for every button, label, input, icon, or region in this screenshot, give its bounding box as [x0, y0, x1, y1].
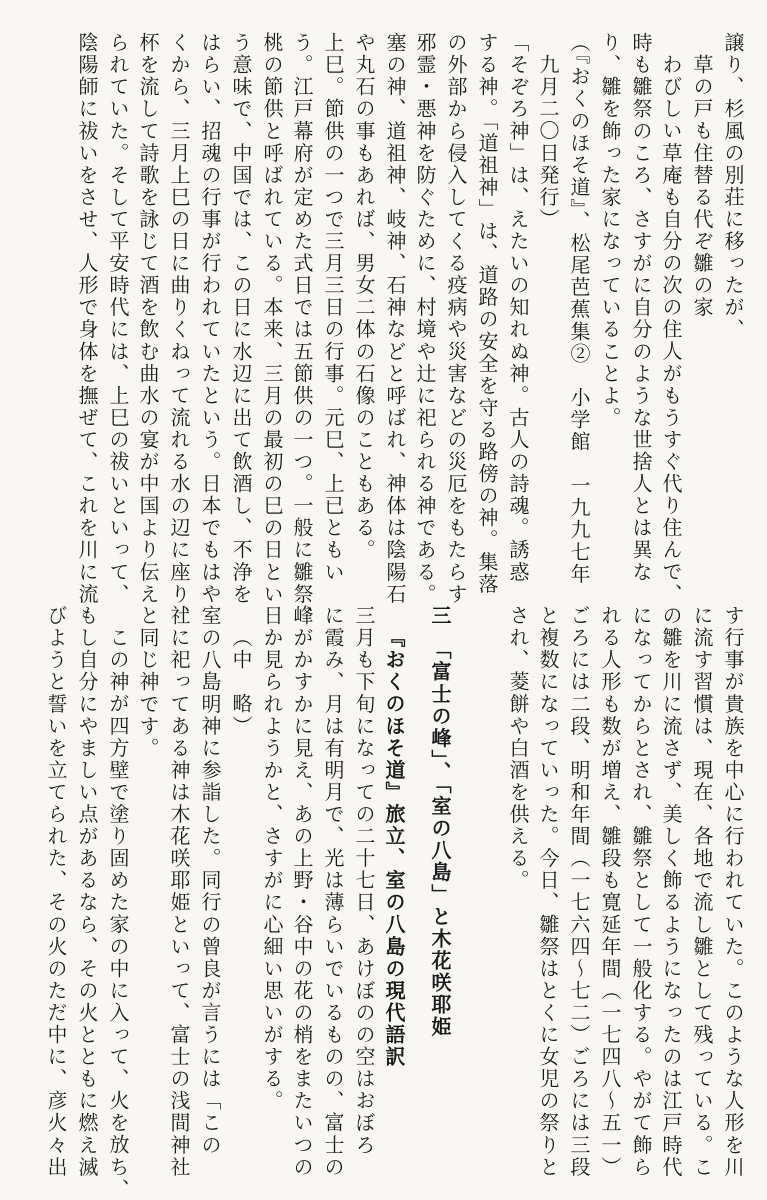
translation-line: と同じ神です。 — [136, 605, 160, 760]
text-line: に流す習慣は、現在、各地で流し雛として残っている。こ — [690, 605, 714, 1179]
text-line: と複数になっていった。今日、雛祭はとくに女児の祭りと — [536, 605, 560, 1179]
bottom-text-section — [0, 605, 767, 1200]
text-line: になってからとされ、雛祭として一般化する。やがて飾ら — [629, 605, 653, 1179]
citation-line: 九月二〇日発行） — [536, 54, 560, 231]
translation-line: 峰がかすかに見え、あの上野・谷中の花の梢をまたいつの — [290, 605, 314, 1179]
text-line: くから、三月上巳の日に曲りくねって流れる水の辺に座り、 — [167, 32, 191, 628]
text-line: 桃の節供と呼ばれている。本来、三月の最初の巳の日とい — [260, 32, 284, 606]
text-line: され、菱餅や白酒を供える。 — [506, 605, 530, 892]
text-line: 譲り、杉風の別荘に移ったが、 — [721, 32, 745, 341]
text-line: や丸石の事もあれば、男女二体の石像のこともある。 — [352, 32, 376, 562]
haiku-line: 草の戸も住替る代ぞ雛の家 — [690, 54, 714, 319]
text-line: ごろには二段、明和年間（一七六四～七二）ごろには三段 — [567, 605, 591, 1179]
text-line: 杯を流して詩歌を詠じて酒を飲む曲水の宴が中国より伝え — [136, 32, 160, 606]
text-line: の外部から侵入してくる疫病や災害などの災厄をもたらす — [444, 32, 468, 606]
text-line: 上巳。節供の一つで三月三日の行事。元巳、上已ともい — [321, 32, 345, 584]
text-line: する神。「道祖神」は、道路の安全を守る路傍の神。集落 — [475, 32, 499, 596]
quote-line: 時も雛祭のころ、さすがに自分のような世捨人とは異な — [629, 32, 653, 584]
omission-mark: （中 略） — [229, 627, 253, 738]
text-line: 「そぞろ神」は、えたいの知れぬ神。古人の詩魂。誘惑 — [506, 32, 530, 584]
translation-line: 社に祀ってある神は木花咲耶姫といって、富士の浅間神社 — [167, 605, 191, 1179]
quote-line: り、雛を飾った家になっていることよ。 — [598, 32, 622, 429]
text-line: す行事が貴族を中心に行われていた。このような人形を川 — [721, 605, 745, 1179]
citation-line: （『おくのほそ道』、松尾芭蕉集② 小学館 一九九七年 — [567, 32, 591, 586]
subsection-heading: 『おくのほそ道』旅立、室の八島の現代語訳 — [382, 627, 406, 1068]
text-line: 塞の神、道祖神、岐神、石神などと呼ばれ、神体は陰陽石 — [383, 32, 407, 606]
text-line: う。江戸幕府が定めた式日では五節供の一つ。一般に雛祭、 — [290, 32, 314, 628]
translation-line: びようと誓いを立てられた、その火のただ中に、彦火々出 — [44, 605, 68, 1179]
text-line: う意味で、中国では、この日に水辺に出て飲酒し、不浄を — [229, 32, 253, 606]
text-line: れる人形も数が増え、雛段も寛延年間（一七四八～五一） — [598, 605, 622, 1179]
top-text-section — [0, 32, 767, 628]
section-heading: 三 「富士の峰」、「室の八島」と木花咲耶姫 — [428, 605, 452, 1039]
translation-line: もし自分にやましい点があるなら、その火とともに燃え滅 — [75, 605, 99, 1179]
text-line: 陰陽師に祓いをさせ、人形で身体を撫ぜて、これを川に流 — [75, 32, 99, 606]
quote-line: わびしい草庵も自分の次の住人がもうすぐ代り住んで、 — [659, 54, 683, 606]
translation-line: この神が四方壁で塗り固めた家の中に入って、火を放ち、 — [106, 627, 130, 1200]
text-line: 邪霊・悪神を防ぐために、村境や辻に祀られる神である。 — [413, 32, 437, 606]
translation-line: に霞み、月は有明月で、光は薄らいでいるものの、富士の — [321, 605, 345, 1179]
translation-line: 日か見られようかと、さすがに心細い思いがする。 — [260, 605, 284, 1113]
text-line: られていた。そして平安時代には、上巳の祓いといって、 — [106, 32, 130, 606]
translation-line: 三月も下旬になっての二十七日、あけぼのの空はおぼろ — [352, 605, 376, 1157]
text-line: の雛を川に流さず、美しく飾るようになったのは江戸時代 — [659, 605, 683, 1179]
translation-line: 室の八島明神に参詣した。同行の曾良が言うには「この — [198, 605, 222, 1157]
text-line: はらい、招魂の行事が行われていたという。日本でもはや — [198, 32, 222, 606]
